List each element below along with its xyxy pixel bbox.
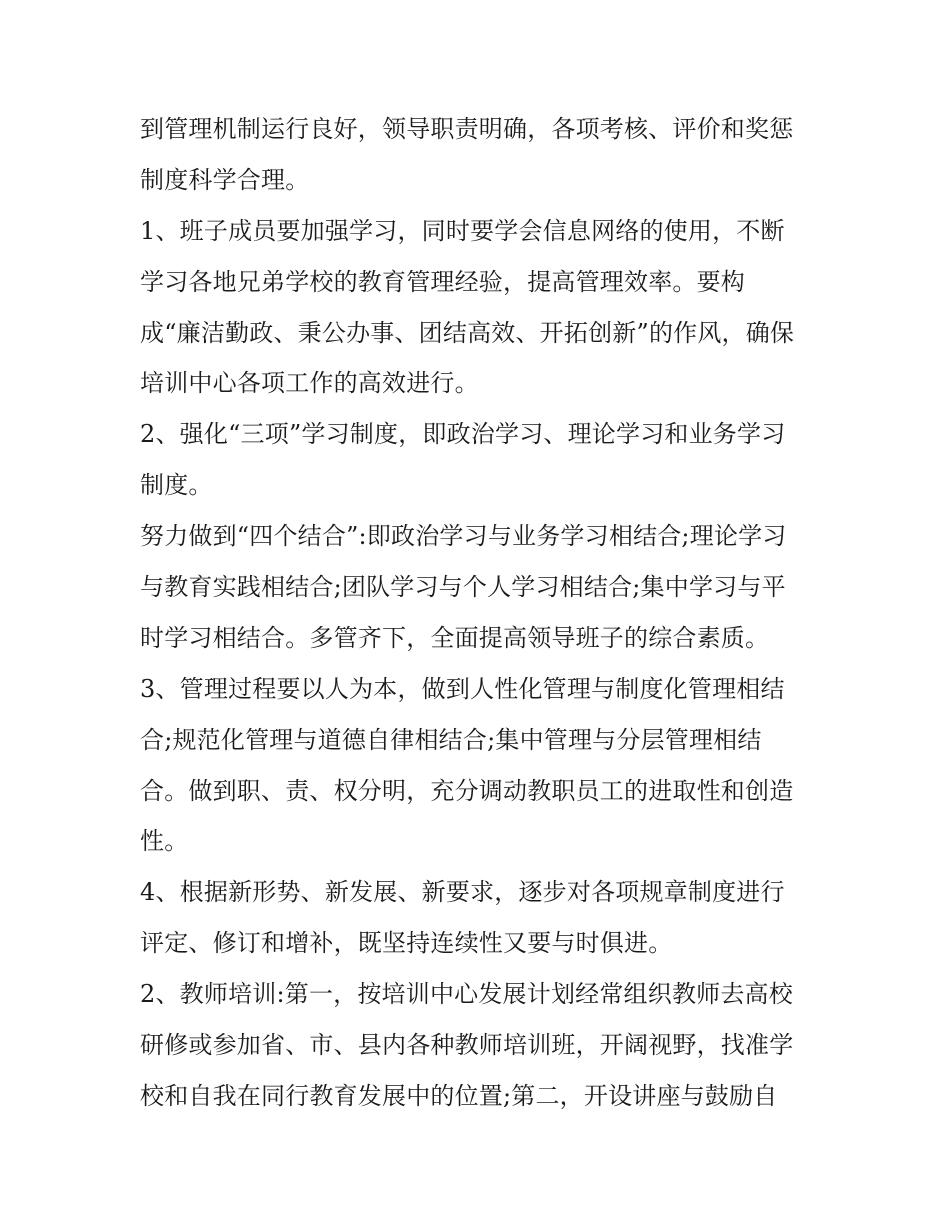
text-line: 2、教师培训:第一，按培训中心发展计划经常组织教师去高校: [140, 980, 793, 1009]
text-line: 成“廉洁勤政、秉公办事、团结高效、开拓创新”的作风，确保: [140, 318, 795, 347]
text-line: 与教育实践相结合;团队学习与个人学习相结合;集中学习与平: [140, 573, 786, 602]
text-line: 性。: [140, 827, 189, 856]
text-line: 学习各地兄弟学校的教育管理经验，提高管理效率。要构: [140, 267, 745, 296]
document-body: [140, 104, 820, 1122]
text-line: 制度科学合理。: [140, 165, 310, 194]
text-line: 4、根据新形势、新发展、新要求，逐步对各项规章制度进行: [140, 878, 785, 907]
text-line: 2、强化“三项”学习制度，即政治学习、理论学习和业务学习: [140, 420, 786, 449]
text-line: 制度。: [140, 471, 213, 500]
text-line: 3、管理过程要以人为本，做到人性化管理与制度化管理相结: [140, 674, 785, 703]
text-line: 评定、修订和增补，既坚持连续性又要与时俱进。: [140, 929, 673, 958]
text-line: 培训中心各项工作的高效进行。: [140, 369, 479, 398]
text-line: 校和自我在同行教育发展中的位置;第二，开设讲座与鼓励自: [140, 1081, 778, 1110]
text-line: 努力做到“四个结合”:即政治学习与业务学习相结合;理论学习: [140, 522, 787, 551]
text-line: 到管理机制运行良好，领导职责明确，各项考核、评价和奖惩: [140, 115, 794, 143]
text-line: 合;规范化管理与道德自律相结合;集中管理与分层管理相结: [140, 725, 762, 754]
text-line: 时学习相结合。多管齐下，全面提高领导班子的综合素质。: [140, 623, 770, 652]
text-line: 1、班子成员要加强学习，同时要学会信息网络的使用，不断: [140, 216, 785, 245]
text-line: 研修或参加省、市、县内各种教师培训班，开阔视野，找准学: [140, 1031, 794, 1060]
text-line: 合。做到职、责、权分明，充分调动教职员工的进取性和创造: [140, 776, 794, 805]
